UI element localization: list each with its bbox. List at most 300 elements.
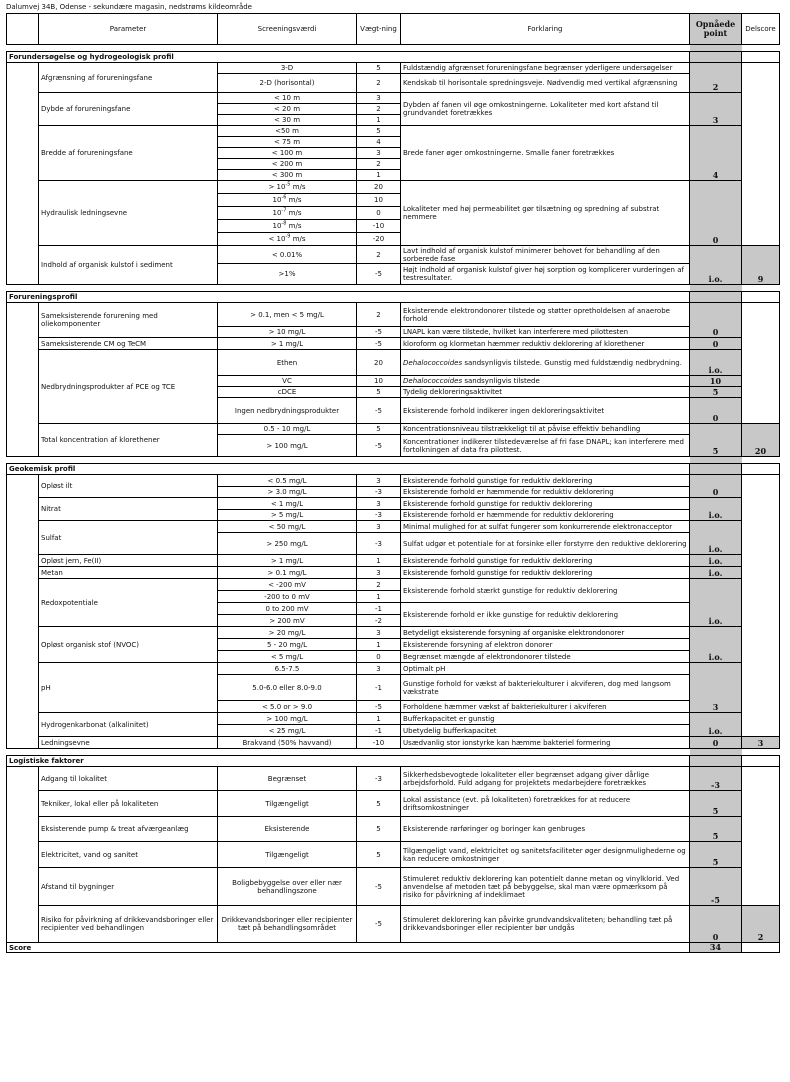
spacer-cell — [7, 285, 39, 292]
screening-value: > 10 mg/L — [218, 327, 357, 338]
table-row — [7, 555, 780, 567]
subscore-value: 9 — [742, 246, 780, 285]
spacer-cell — [218, 749, 357, 756]
subscore-cell — [742, 663, 780, 713]
weight-value: 2 — [357, 104, 401, 115]
explanation-text: Eksisterende rørføringer og boringer kan genbruges — [401, 817, 690, 842]
table-row — [7, 498, 780, 510]
spacer-cell — [357, 749, 401, 756]
indent-cell — [7, 475, 39, 749]
weight-value: 4 — [357, 137, 401, 148]
weight-value: 2 — [357, 159, 401, 170]
screening-exponent: -6 — [281, 194, 287, 201]
weight-value: -5 — [357, 398, 401, 424]
weight-value: -5 — [357, 338, 401, 350]
parameter-name: Redoxpotentiale — [39, 579, 218, 627]
table-row — [7, 93, 780, 104]
spacer-cell — [742, 45, 780, 52]
explanation-text: Kendskab til horisontale spredningsveje. Nødvendig med vertikal afgrænsning — [401, 74, 690, 93]
explanation-text: Eksisterende forhold indikerer ingen dekloreringsaktivitet — [401, 398, 690, 424]
screening-unit: m/s — [286, 222, 302, 230]
weight-value: -20 — [357, 233, 401, 246]
screening-value: < 100 m — [218, 148, 357, 159]
section-spacer-row — [7, 457, 780, 464]
screening-value: > 250 mg/L — [218, 533, 357, 555]
explanation-text: Sulfat udgør et potentiale for at forsinke eller forstyrre den reduktive deklorering — [401, 533, 690, 555]
header-weight: Vægt-ning — [357, 14, 401, 45]
score-blank — [742, 943, 780, 953]
header-parameter: Parameter — [39, 14, 218, 45]
screening-value: < 75 m — [218, 137, 357, 148]
screening-value: < -200 mV — [218, 579, 357, 591]
screening-exponent: -7 — [281, 207, 287, 214]
explanation-text: Forholdene hæmmer vækst af bakteriekulturer i akviferen — [401, 701, 690, 713]
subscore-value: 20 — [742, 424, 780, 457]
section-subscore-cell — [742, 464, 780, 475]
screening-value: < 0.01% — [218, 246, 357, 264]
screening-exponent: -9 — [285, 233, 291, 240]
explanation-text: Brede faner øger omkostningerne. Smalle faner foretrækkes — [401, 126, 690, 181]
screening-value — [218, 207, 357, 220]
weight-value: 1 — [357, 555, 401, 567]
weight-value: 0 — [357, 651, 401, 663]
screening-value: Ingen nedbrydningsprodukter — [218, 398, 357, 424]
screening-value: > 100 mg/L — [218, 435, 357, 457]
spacer-cell — [690, 285, 742, 292]
explanation-text: Gunstige forhold for vækst af bakteriekulturer i akviferen, dog med langsom vækstrate — [401, 675, 690, 701]
subscore-cell — [742, 767, 780, 791]
screening-value: >1% — [218, 264, 357, 285]
spacer-cell — [742, 285, 780, 292]
weight-value: -3 — [357, 533, 401, 555]
screening-value: <50 m — [218, 126, 357, 137]
screening-value: > 200 mV — [218, 615, 357, 627]
screening-value: < 300 m — [218, 170, 357, 181]
weight-value: 3 — [357, 148, 401, 159]
subscore-cell — [742, 93, 780, 126]
points-value: i.o. — [690, 555, 742, 567]
table-row — [7, 627, 780, 639]
screening-value: 0 to 200 mV — [218, 603, 357, 615]
weight-value: 2 — [357, 579, 401, 591]
points-value: 0 — [690, 906, 742, 943]
weight-value: -1 — [357, 675, 401, 701]
screening-value: Begrænset — [218, 767, 357, 791]
spacer-cell — [7, 457, 39, 464]
weight-value: 1 — [357, 639, 401, 651]
table-body — [7, 45, 780, 953]
points-value: 5 — [690, 791, 742, 817]
score-value: 34 — [690, 943, 742, 953]
parameter-name: Risiko for påvirkning af drikkevandsboringer eller recipienter ved behandlingen — [39, 906, 218, 943]
explanation-text — [401, 376, 690, 387]
explanation-text — [401, 350, 690, 376]
parameter-name: Hydrogenkarbonat (alkalinitet) — [39, 713, 218, 737]
points-value: i.o. — [690, 713, 742, 737]
section-subscore-cell — [742, 292, 780, 303]
points-value: 0 — [690, 338, 742, 350]
indent-cell — [7, 767, 39, 943]
parameter-name: Afgrænsning af forureningsfane — [39, 63, 218, 93]
weight-value: 0 — [357, 207, 401, 220]
weight-value: 3 — [357, 93, 401, 104]
points-value: 0 — [690, 398, 742, 424]
screening-value: 6.5-7.5 — [218, 663, 357, 675]
section-points-cell — [690, 464, 742, 475]
subscore-cell — [742, 842, 780, 868]
weight-value: -5 — [357, 327, 401, 338]
explanation-text: Ubetydelig bufferkapacitet — [401, 725, 690, 737]
weight-value: 1 — [357, 115, 401, 126]
table-row — [7, 246, 780, 264]
subscore-cell — [742, 303, 780, 338]
points-value: 2 — [690, 63, 742, 93]
parameter-name: Adgang til lokalitet — [39, 767, 218, 791]
section-header-row — [7, 292, 780, 303]
explanation-text: Eksisterende forhold er hæmmende for reduktiv deklorering — [401, 487, 690, 498]
table-row — [7, 842, 780, 868]
subscore-cell — [742, 521, 780, 555]
screening-unit: m/s — [290, 183, 306, 191]
score-label: Score — [7, 943, 690, 953]
points-value: 5 — [690, 842, 742, 868]
screening-base: < 10 — [268, 235, 286, 243]
screening-value: > 1 mg/L — [218, 338, 357, 350]
points-value: 5 — [690, 424, 742, 457]
explanation-text: Eksisterende forhold er hæmmende for reduktiv deklorering — [401, 510, 690, 521]
weight-value: 1 — [357, 591, 401, 603]
subscore-cell — [742, 868, 780, 906]
weight-value: 1 — [357, 713, 401, 725]
weight-value: 3 — [357, 627, 401, 639]
explanation-text: Eksisterende forhold gunstige for reduktiv deklorering — [401, 567, 690, 579]
parameter-name: Sameksisterende CM og TeCM — [39, 338, 218, 350]
explanation-text: Eksisterende forsyning af elektron donorer — [401, 639, 690, 651]
spacer-cell — [401, 45, 690, 52]
points-value: 10 — [690, 376, 742, 387]
spacer-cell — [742, 457, 780, 464]
screening-value: VC — [218, 376, 357, 387]
points-value: -5 — [690, 868, 742, 906]
subscore-cell — [742, 579, 780, 627]
parameter-name: Sulfat — [39, 521, 218, 555]
subscore-cell — [742, 181, 780, 246]
subscore-cell — [742, 555, 780, 567]
table-row — [7, 579, 780, 591]
weight-value: -3 — [357, 510, 401, 521]
screening-value: 2-D (horisontal) — [218, 74, 357, 93]
screening-value: Boligbebyggelse over eller nær behandlingszone — [218, 868, 357, 906]
parameter-name: Opløst jern, Fe(II) — [39, 555, 218, 567]
subscore-cell — [742, 338, 780, 350]
screening-value: < 10 m — [218, 93, 357, 104]
explanation-text: Eksisterende forhold er ikke gunstige for reduktiv deklorering — [401, 603, 690, 627]
parameter-name: Afstand til bygninger — [39, 868, 218, 906]
parameter-name: Nedbrydningsprodukter af PCE og TCE — [39, 350, 218, 424]
parameter-name: Opløst organisk stof (NVOC) — [39, 627, 218, 663]
explanation-text: Betydeligt eksisterende forsyning af organiske elektrondonorer — [401, 627, 690, 639]
explanation-text: Højt indhold af organisk kulstof giver høj sorption og komplicerer vurderingen af testresultater. — [401, 264, 690, 285]
spacer-cell — [357, 45, 401, 52]
table-row — [7, 181, 780, 194]
section-header-row — [7, 464, 780, 475]
screening-unit: m/s — [286, 196, 302, 204]
table-row — [7, 63, 780, 74]
table-header — [7, 14, 780, 45]
screening-value: > 1 mg/L — [218, 555, 357, 567]
section-title: Forureningsprofil — [7, 292, 690, 303]
parameter-name: Elektricitet, vand og sanitet — [39, 842, 218, 868]
explanation-text: Optimalt pH — [401, 663, 690, 675]
explanation-text: Minimal mulighed for at sulfat fungerer som konkurrerende elektronacceptor — [401, 521, 690, 533]
screening-value: Brakvand (50% havvand) — [218, 737, 357, 749]
spacer-cell — [690, 45, 742, 52]
section-title: Forundersøgelse og hydrogeologisk profil — [7, 52, 690, 63]
subscore-value: 3 — [742, 737, 780, 749]
subscore-cell — [742, 713, 780, 737]
subscore-cell — [742, 627, 780, 663]
table-row — [7, 906, 780, 943]
weight-value: -5 — [357, 868, 401, 906]
parameter-name: Sameksisterende forurening med oliekomponenter — [39, 303, 218, 338]
spacer-cell — [401, 749, 690, 756]
spacer-cell — [690, 457, 742, 464]
screening-value — [218, 233, 357, 246]
explanation-text: Begrænset mængde af elektrondonorer tilstede — [401, 651, 690, 663]
weight-value: -1 — [357, 725, 401, 737]
explanation-text: Fuldstændig afgrænset forureningsfane begrænser yderligere undersøgelser — [401, 63, 690, 74]
screening-base: 10 — [272, 209, 282, 217]
screening-value: > 5 mg/L — [218, 510, 357, 521]
explanation-text: Bufferkapacitet er gunstig — [401, 713, 690, 725]
weight-value: -5 — [357, 906, 401, 943]
explanation-text: Lokaliteter med høj permeabilitet gør tilsætning og spredning af substrat nemmere — [401, 181, 690, 246]
subscore-cell — [742, 817, 780, 842]
section-points-cell — [690, 756, 742, 767]
screening-value: Ethen — [218, 350, 357, 376]
screening-value: > 3.0 mg/L — [218, 487, 357, 498]
points-value: 0 — [690, 181, 742, 246]
points-value: 4 — [690, 126, 742, 181]
header-blank — [7, 14, 39, 45]
section-spacer-row — [7, 749, 780, 756]
weight-value: 5 — [357, 126, 401, 137]
weight-value: 5 — [357, 63, 401, 74]
weight-value: 2 — [357, 246, 401, 264]
screening-value: < 5 mg/L — [218, 651, 357, 663]
screening-value: 3-D — [218, 63, 357, 74]
screening-value: Eksisterende — [218, 817, 357, 842]
screening-unit: m/s — [290, 235, 306, 243]
weight-value: -3 — [357, 487, 401, 498]
table-row — [7, 737, 780, 749]
explanation-rest: sandsynligvis tilstede — [462, 377, 540, 385]
score-row — [7, 943, 780, 953]
weight-value: 3 — [357, 567, 401, 579]
table-row — [7, 126, 780, 137]
parameter-name: Ledningsevne — [39, 737, 218, 749]
section-subscore-cell — [742, 52, 780, 63]
points-value: i.o. — [690, 246, 742, 285]
subscore-cell — [742, 498, 780, 521]
explanation-text: Eksisterende forhold gunstige for reduktiv deklorering — [401, 498, 690, 510]
screening-value: 5.0-6.0 eller 8.0-9.0 — [218, 675, 357, 701]
explanation-text: Koncentrationsniveau tilstrækkeligt til at påvise effektiv behandling — [401, 424, 690, 435]
section-points-cell — [690, 52, 742, 63]
parameter-name: Nitrat — [39, 498, 218, 521]
screening-value: Tilgængeligt — [218, 842, 357, 868]
parameter-name: Hydraulisk ledningsevne — [39, 181, 218, 246]
weight-value: 10 — [357, 194, 401, 207]
table-row — [7, 521, 780, 533]
points-value: 0 — [690, 737, 742, 749]
screening-base: > 10 — [268, 183, 286, 191]
header-explanation: Forklaring — [401, 14, 690, 45]
section-subscore-cell — [742, 756, 780, 767]
section-spacer-row — [7, 45, 780, 52]
header-points: Opnåede point — [690, 14, 742, 45]
explanation-text: Eksisterende forhold gunstige for reduktiv deklorering — [401, 475, 690, 487]
weight-value: 5 — [357, 424, 401, 435]
subscore-cell — [742, 126, 780, 181]
screening-value: > 0.1, men < 5 mg/L — [218, 303, 357, 327]
weight-value: -10 — [357, 737, 401, 749]
table-row — [7, 475, 780, 487]
section-title: Geokemisk profil — [7, 464, 690, 475]
header-screening: Screeningsværdi — [218, 14, 357, 45]
points-value: i.o. — [690, 579, 742, 627]
points-value: 0 — [690, 303, 742, 338]
table-row — [7, 791, 780, 817]
parameter-name: Total koncentration af klorethener — [39, 424, 218, 457]
screening-value: < 20 m — [218, 104, 357, 115]
table-row — [7, 663, 780, 675]
points-value: 3 — [690, 663, 742, 713]
subscore-cell — [742, 350, 780, 424]
weight-value: 1 — [357, 170, 401, 181]
explanation-rest: sandsynligvis tilstede. Gunstig med fuldstændig nedbrydning. — [462, 358, 682, 367]
screening-value: > 100 mg/L — [218, 713, 357, 725]
spacer-cell — [39, 749, 218, 756]
weight-value: 20 — [357, 350, 401, 376]
screening-value: < 30 m — [218, 115, 357, 126]
table-row — [7, 868, 780, 906]
explanation-text: Koncentrationer indikerer tilstedeværelse af fri fase DNAPL; kan interferere med fortolkningen af data fra pilottest. — [401, 435, 690, 457]
subscore-cell — [742, 475, 780, 498]
weight-value: 5 — [357, 842, 401, 868]
points-value: 3 — [690, 93, 742, 126]
subscore-cell — [742, 567, 780, 579]
explanation-text: Tydelig dekloreringsaktivitet — [401, 387, 690, 398]
points-value: i.o. — [690, 567, 742, 579]
points-value: 5 — [690, 817, 742, 842]
screening-value: 0.5 - 10 mg/L — [218, 424, 357, 435]
explanation-text: Eksisterende forhold gunstige for reduktiv deklorering — [401, 555, 690, 567]
spacer-cell — [357, 285, 401, 292]
subscore-cell — [742, 63, 780, 93]
indent-cell — [7, 63, 39, 285]
table-row — [7, 567, 780, 579]
weight-value: 2 — [357, 74, 401, 93]
screening-value: < 0.5 mg/L — [218, 475, 357, 487]
explanation-text: Eksisterende elektrondonorer tilstede og støtter opretholdelsen af anaerobe forhold — [401, 303, 690, 327]
explanation-text: Stimuleret deklorering kan påvirke grundvandskvaliteten; behandling tæt på drikkevandsboringer eller recipienter bør undgås — [401, 906, 690, 943]
points-value: -3 — [690, 767, 742, 791]
screening-value: Tilgængeligt — [218, 791, 357, 817]
weight-value: 5 — [357, 387, 401, 398]
indent-cell — [7, 303, 39, 457]
explanation-text: Eksisterende forhold stærkt gunstige for reduktiv deklorering — [401, 579, 690, 603]
parameter-name: Dybde af forureningsfane — [39, 93, 218, 126]
spacer-cell — [218, 285, 357, 292]
screening-base: 10 — [272, 196, 282, 204]
weight-value: -5 — [357, 264, 401, 285]
screening-exponent: -5 — [285, 181, 291, 188]
table-row — [7, 350, 780, 376]
screening-value: < 25 mg/L — [218, 725, 357, 737]
section-spacer-row — [7, 285, 780, 292]
weight-value: 5 — [357, 791, 401, 817]
table-row — [7, 424, 780, 435]
screening-unit: m/s — [286, 209, 302, 217]
explanation-text: Stimuleret reduktiv deklorering kan potentielt danne metan og vinylklorid. Ved anvendelse af metoden tæt på bebyggelse, skal man være opmærksom på risiko for påvirkning af indeklimaet — [401, 868, 690, 906]
explanation-text: Lokal assistance (evt. på lokaliteten) foretrækkes for at reducere driftsomkostninger — [401, 791, 690, 817]
section-title: Logistiske faktorer — [7, 756, 690, 767]
spacer-cell — [7, 749, 39, 756]
screening-value: -200 to 0 mV — [218, 591, 357, 603]
screening-value: Drikkevandsboringer eller recipienter tæt på behandlingsområdet — [218, 906, 357, 943]
screening-value: > 0.1 mg/L — [218, 567, 357, 579]
section-header-row — [7, 52, 780, 63]
explanation-text: Tilgængeligt vand, elektricitet og sanitetsfaciliteter øger designmulighederne og kan reducere omkostninger — [401, 842, 690, 868]
spacer-cell — [39, 285, 218, 292]
explanation-italic: Dehalococcoides — [403, 377, 463, 385]
parameter-name: Eksisterende pump & treat afværgeanlæg — [39, 817, 218, 842]
subscore-cell — [742, 791, 780, 817]
points-value: i.o. — [690, 521, 742, 555]
screening-value: cDCE — [218, 387, 357, 398]
explanation-text: kloroform og klormetan hæmmer reduktiv deklorering af klorethener — [401, 338, 690, 350]
weight-value: -10 — [357, 220, 401, 233]
explanation-italic: Dehalococcoides — [403, 358, 463, 367]
spacer-cell — [742, 749, 780, 756]
subscore-value: 2 — [742, 906, 780, 943]
screening-value: < 5.0 or > 9.0 — [218, 701, 357, 713]
header-subscore: Delscore — [742, 14, 780, 45]
weight-value: 20 — [357, 181, 401, 194]
explanation-text: Dybden af fanen vil øge omkostningerne. Lokaliteter med kort afstand til grundvandet foretrækkes — [401, 93, 690, 126]
weight-value: 5 — [357, 817, 401, 842]
screening-value: > 20 mg/L — [218, 627, 357, 639]
weight-value: -1 — [357, 603, 401, 615]
spacer-cell — [218, 45, 357, 52]
section-header-row — [7, 756, 780, 767]
table-row — [7, 338, 780, 350]
parameter-name: Opløst ilt — [39, 475, 218, 498]
parameter-name: Tekniker, lokal eller på lokaliteten — [39, 791, 218, 817]
explanation-text: Sikkerhedsbevogtede lokaliteter eller begrænset adgang giver dårlige arbejdsforhold. Fuld adgang for projektets medarbejdere foretrækkes — [401, 767, 690, 791]
screening-base: 10 — [272, 222, 282, 230]
section-points-cell — [690, 292, 742, 303]
screening-value — [218, 220, 357, 233]
weight-value: -5 — [357, 435, 401, 457]
weight-value: 3 — [357, 475, 401, 487]
points-value: i.o. — [690, 498, 742, 521]
points-value: i.o. — [690, 350, 742, 376]
spacer-cell — [218, 457, 357, 464]
parameter-name: Indhold af organisk kulstof i sediment — [39, 246, 218, 285]
spacer-cell — [39, 45, 218, 52]
